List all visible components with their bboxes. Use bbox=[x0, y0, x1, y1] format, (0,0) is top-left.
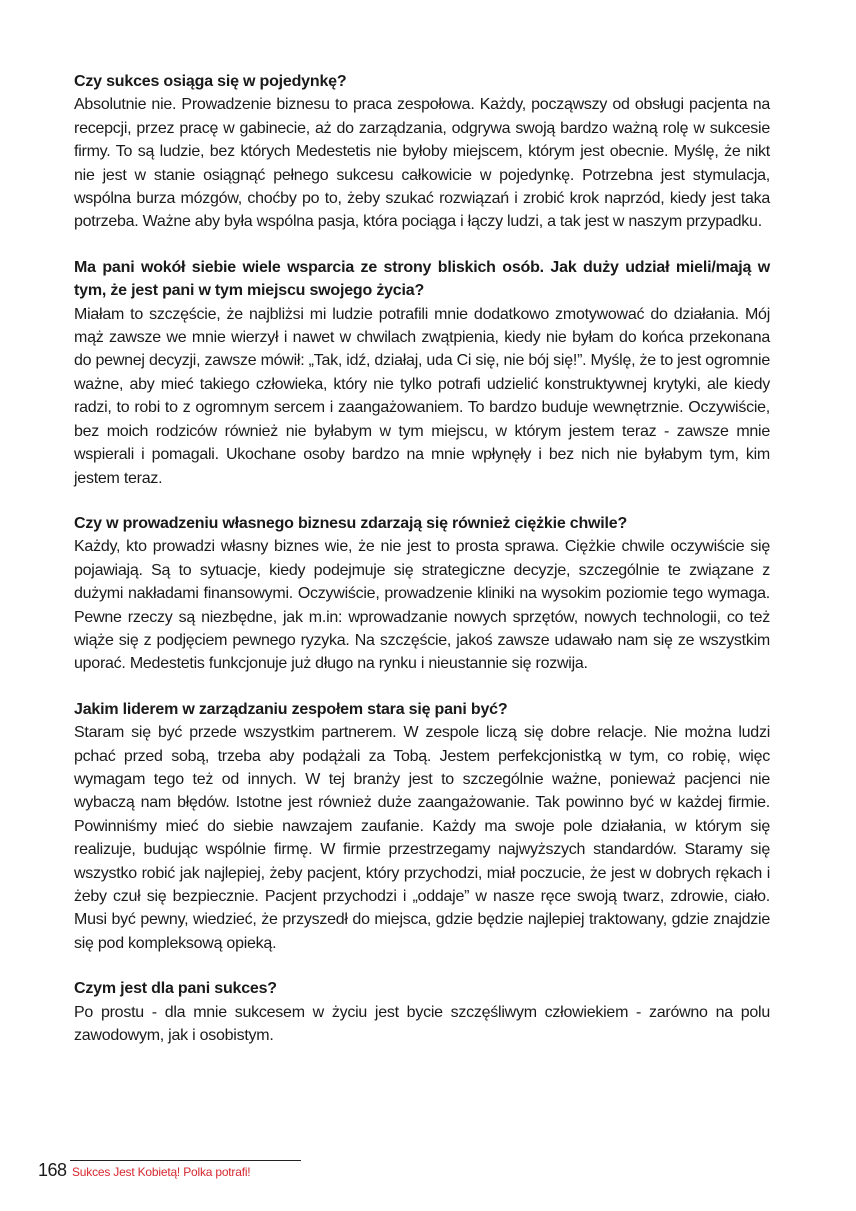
question-heading: Czy w prowadzeniu własnego biznesu zdarzają się również ciężkie chwile? bbox=[74, 514, 628, 532]
page-number: 168 bbox=[38, 1160, 67, 1180]
answer-paragraph: Absolutnie nie. Prowadzenie biznesu to praca zespołowa. Każdy, począwszy od obsługi pacjenta na recepcji, przez pracę w gabinecie, aż do zarządzania, odgrywa swoją bardzo ważną rolę w sukcesie firmy. To są ludzie, bez których Medestetis nie byłoby miejscem, którym jest obecnie. Myślę, że nikt nie jest w stanie osiągnąć pełnego sukcesu całkowicie w pojedynkę. Potrzebna jest stymulacja, wspólna burza mózgów, choćby po to, żeby szukać rozwiązań i zrobić krok naprzód, kiedy jest taka potrzeba. Ważne aby była wspólna pasja, która pociąga i łączy ludzi, a tak jest w naszym przypadku. bbox=[74, 96, 770, 231]
question-heading: Czy sukces osiąga się w pojedynkę? bbox=[74, 73, 347, 90]
qa-section bbox=[74, 977, 770, 1047]
article-body bbox=[74, 70, 770, 1069]
question-heading: Ma pani wokół siebie wiele wsparcia ze strony bliskich osób. Jak duży udział mieli/mają w tym, że jest pani w tym miejscu swojego życia? bbox=[74, 258, 770, 300]
answer-paragraph: Staram się być przede wszystkim partnerem. W zespole liczą się dobre relacje. Nie można ludzi pchać przed sobą, trzeba aby podążali za Tobą. Jestem perfekcjonistką w tym, co robię, więc wymagam tego też od innych. W tej branży jest to szczególnie ważne, ponieważ pacjenci nie wybaczą nam błędów. Istotne jest również duże zaangażowanie. Tak powinno być w każdej firmie. Powinniśmy mieć do siebie nawzajem zaufanie. Każdy ma swoje pole działania, w którym się realizuje, budując wspólnie firmę. W firmie przestrzegamy najwyższych standardów. Staramy się wszystko robić jak najlepiej, żeby pacjent, który przychodzi, miał poczucie, że jest w dobrych rękach i żeby czuł się bezpiecznie. Pacjent przychodzi i „oddaje” w nasze ręce swoją twarz, zdrowie, ciało. Musi być pewny, wiedzieć, że przyszedł do miejsca, gdzie będzie najlepiej traktowany, gdzie znajdzie się pod kompleksową opieką. bbox=[74, 724, 770, 952]
answer-paragraph: Miałam to szczęście, że najbliżsi mi ludzie potrafili mnie dodatkowo zmotywować do działania. Mój mąż zawsze we mnie wierzył i nawet w chwilach zwątpienia, kiedy nie byłam do końca przekonana do pewnej decyzji, zawsze mówił: „Tak, idź, działaj, uda Ci się, nie bój się!”. Myślę, że to jest ogromnie ważne, aby mieć takiego człowieka, który nie tylko potrafi udzielić konstruktywnej krytyki, ale kiedy radzi, to robi to z ogromnym sercem i zaangażowaniem. To bardzo buduje wewnętrznie. Oczywiście, bez moich rodziców również nie byłabym w tym miejscu, w którym jestem teraz - zawsze mnie wspierali i pomagali. Ukochane osoby bardzo na mnie wpłynęły i bez nich nie byłabym tym, kim jestem teraz. bbox=[74, 305, 770, 487]
answer-paragraph: Po prostu - dla mnie sukcesem w życiu jest bycie szczęśliwym człowiekiem - zarówno na polu zawodowym, jak i osobistym. bbox=[74, 1003, 770, 1045]
question-heading: Czym jest dla pani sukces? bbox=[74, 980, 277, 998]
page-footer bbox=[38, 1150, 298, 1190]
publication-title: Sukces Jest Kobietą! Polka potrafi! bbox=[72, 1165, 251, 1179]
qa-section bbox=[74, 698, 770, 955]
answer-paragraph: Każdy, kto prowadzi własny biznes wie, że nie jest to prosta sprawa. Ciężkie chwile oczywiście się pojawiają. Są to sytuacje, kiedy podejmuje się strategiczne decyzje, szczególnie te związane z dużymi nakładami finansowymi. Oczywiście, prowadzenie kliniki na wysokim poziomie tego wymaga. Pewne rzeczy są niezbędne, jak m.in: wprowadzanie nowych sprzętów, nowych technologii, co też wiąże się z podjęciem pewnego ryzyka. Na szczęście, jakoś zawsze udawało nam się ze wszystkim uporać. Medestetis funkcjonuje już długo na rynku i nieustannie się rozwija. bbox=[74, 538, 770, 673]
qa-section bbox=[74, 256, 770, 490]
qa-section bbox=[74, 70, 770, 234]
footer-divider bbox=[70, 1160, 301, 1161]
question-heading: Jakim liderem w zarządzaniu zespołem stara się pani być? bbox=[74, 700, 508, 718]
qa-section bbox=[74, 512, 770, 676]
